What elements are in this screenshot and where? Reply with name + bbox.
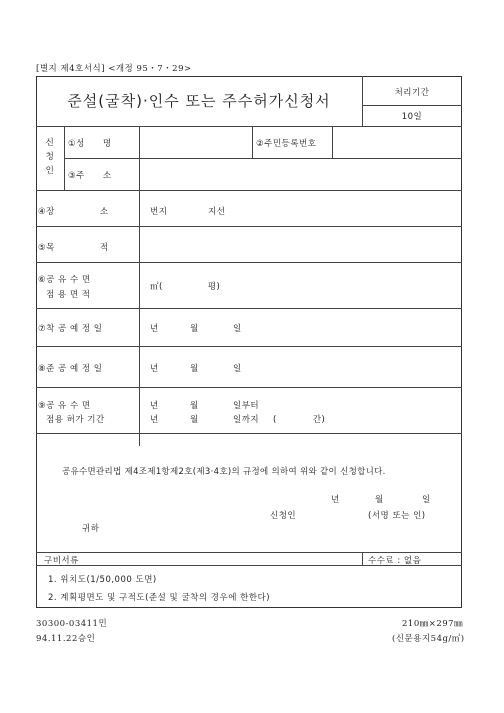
document-item: 2. 계획평면도 및 구적도(준설 및 굴착의 경우에 한한다) [48,593,271,603]
end-date-label: ⑧준 공 예 정 일 [38,364,103,374]
purpose-label: ⑤목 적 [38,243,109,253]
declaration-text: 공유수면관리법 제4조제1항제2호(제3·4호)의 규정에 의하여 위와 같이 신청합니다. [62,467,386,477]
documents-label: 구비서류 [44,556,79,566]
period-from-year: 년 [150,401,159,411]
form-code: 30300-03411민 [36,619,108,629]
end-date-month: 월 [190,364,199,374]
name-label: ①성 명 [68,139,112,149]
applicant-signature-field[interactable] [305,505,365,519]
processing-period-label: 처리기간 [394,88,430,98]
start-date-label: ⑦착 공 예 정 일 [38,324,103,334]
start-date-day: 일 [233,324,242,334]
period-from-month: 월 [190,401,199,411]
end-date-year: 년 [150,364,159,374]
start-date-month: 월 [190,324,199,334]
start-date-field[interactable] [140,309,461,346]
period-label-line1: ⑨공 유 수 면 [38,401,91,411]
recipient-label: 귀하 [82,524,100,534]
period-to-day: 일까지 [233,415,260,425]
paper-type: (신문용지54g/㎡) [392,634,465,644]
declaration-applicant: 신청인 [270,511,297,521]
purpose-field[interactable] [140,227,461,262]
name-field[interactable] [140,127,252,158]
form-header-label: [별지 제4호서식] <개정 95・7・29> [36,64,192,74]
start-date-year: 년 [150,324,159,334]
location-label: ④장 소 [38,207,109,217]
declaration-day: 일 [422,495,431,505]
area-label-line2: 점 용 면 적 [46,290,91,300]
declaration-month: 월 [375,495,384,505]
period-label-line2: 점용 허가 기간 [46,415,105,425]
location-field[interactable] [140,191,461,226]
applicant-group-label: 신 청 인 [45,138,55,176]
area-unit: ㎡( 평) [150,282,221,292]
form-title: 준설(굴착)·인수 또는 주수허가신청서 [67,92,331,110]
period-from-day: 일부터 [233,401,260,411]
approval-date: 94.11.22승인 [36,634,96,644]
bunji-label: 번지 [150,207,168,217]
fee-label: 수수료 : 없음 [368,556,422,566]
address-label: ③주 소 [68,171,112,181]
resident-id-label: ②주민등록번호 [256,139,317,149]
address-field[interactable] [140,159,461,190]
period-to-month: 월 [190,415,199,425]
end-date-day: 일 [233,364,242,374]
resident-id-field[interactable] [333,127,461,158]
area-label-line1: ⑥공 유 수 면 [38,275,91,285]
jisan-label: 지선 [208,207,226,217]
document-item: 1. 위치도(1/50,000 도면) [48,575,157,585]
paper-size: 210㎜×297㎜ [402,619,464,629]
end-date-field[interactable] [140,347,461,387]
period-to-year: 년 [150,415,159,425]
period-field[interactable] [140,388,461,433]
signature-hint: (서명 또는 인) [368,511,426,521]
declaration-year: 년 [331,495,340,505]
processing-period-value: 10일 [401,112,423,122]
period-duration: ( 간) [273,415,326,425]
